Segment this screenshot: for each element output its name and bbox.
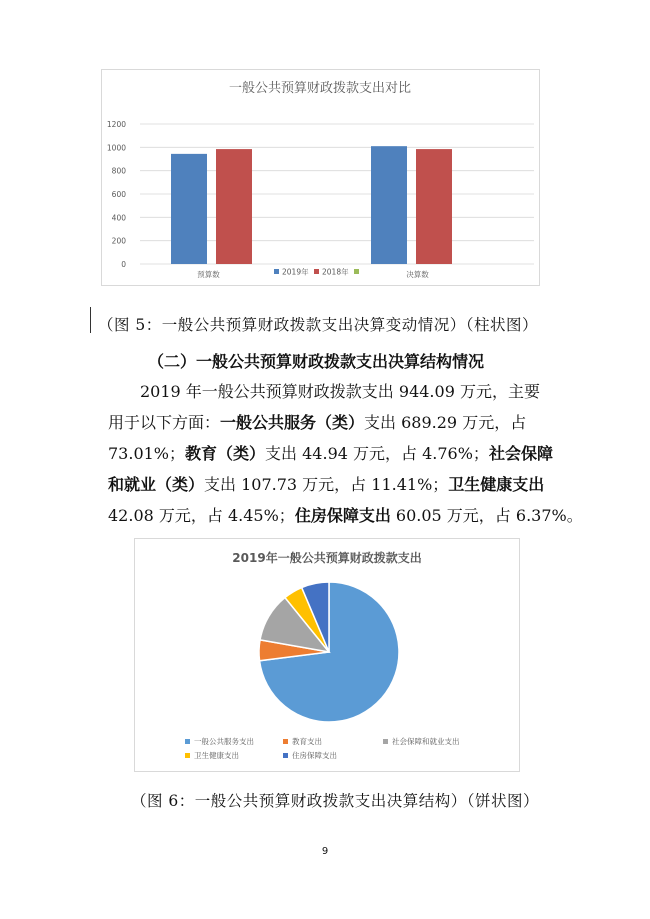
bold-run: 一般公共服务（类） [220,413,365,432]
chart-title: 2019年一般公共预算财政拨款支出 [232,551,422,565]
paragraph [108,376,583,531]
legend-label: 住房保障支出 [292,751,337,760]
bold-run: 住房保障支出 [294,506,391,525]
bold-run: 和就业（类） [108,475,205,494]
y-tick-label: 0 [121,260,126,269]
y-tick-label: 600 [111,190,126,199]
legend-swatch [314,269,319,274]
y-tick-label: 1200 [106,120,126,129]
bar-2018-0 [216,149,252,264]
legend-swatch [283,739,288,744]
text-run: 支出 107.73 万元，占 11.41%； [204,475,449,494]
section-heading: （二）一般公共预算财政拨款支出决算结构情况 [148,352,485,371]
figure5-caption: （图 5：一般公共预算财政拨款支出决算变动情况）（柱状图） [98,316,539,334]
legend-label: 一般公共服务支出 [194,737,254,746]
margin-bar [90,307,91,333]
legend-swatch [185,753,190,758]
text-run: 支出 689.29 万元，占 [364,413,527,432]
legend-swatch [274,269,279,274]
text-run: 用于以下方面： [108,413,221,432]
legend-swatch [383,739,388,744]
text-run: 2019 年一般公共预算财政拨款支出 944.09 万元，主要 [140,382,540,401]
legend-label: 2019年 [282,267,309,277]
bold-run: 教育（类） [185,444,266,463]
figure6-caption: （图 6：一般公共预算财政拨款支出决算结构）（饼状图） [131,792,540,810]
y-tick-label: 1000 [106,143,126,153]
legend-swatch [185,739,190,744]
paragraph-line [108,438,553,469]
bar-2019-1 [371,146,407,264]
page-number: 9 [321,846,329,857]
y-tick-label: 800 [111,166,126,176]
text-run: 60.05 万元，占 6.37%。 [390,506,583,525]
x-category-label: 决算数 [406,270,429,279]
paragraph-line [108,376,553,407]
bar-2019-0 [171,154,207,264]
legend-swatch [283,753,288,758]
legend-label: 2018年 [322,267,349,277]
paragraph-line [108,407,553,438]
bar-chart-container [101,69,540,286]
paragraph-line [108,469,553,500]
legend-label: 社会保障和就业支出 [392,737,460,746]
legend-label: 教育支出 [292,737,322,746]
pie-chart [135,539,519,771]
y-tick-label: 400 [111,213,126,223]
paragraph-line [108,500,583,531]
y-tick-label: 200 [111,236,126,246]
x-category-label: 预算数 [197,270,220,279]
pie-chart-container [134,538,520,772]
text-run: 支出 44.94 万元，占 4.76%； [265,444,489,463]
text-run: 42.08 万元，占 4.45%； [108,506,295,525]
chart-title: 一般公共预算财政拨款支出对比 [228,81,412,96]
legend-label: 卫生健康支出 [194,751,239,760]
bar-chart [102,70,539,285]
bold-run: 卫生健康支出 [448,475,545,494]
text-run: 73.01%； [108,444,186,463]
bar-2018-1 [416,149,452,264]
legend-swatch [354,269,359,274]
bold-run: 社会保障 [488,444,553,463]
